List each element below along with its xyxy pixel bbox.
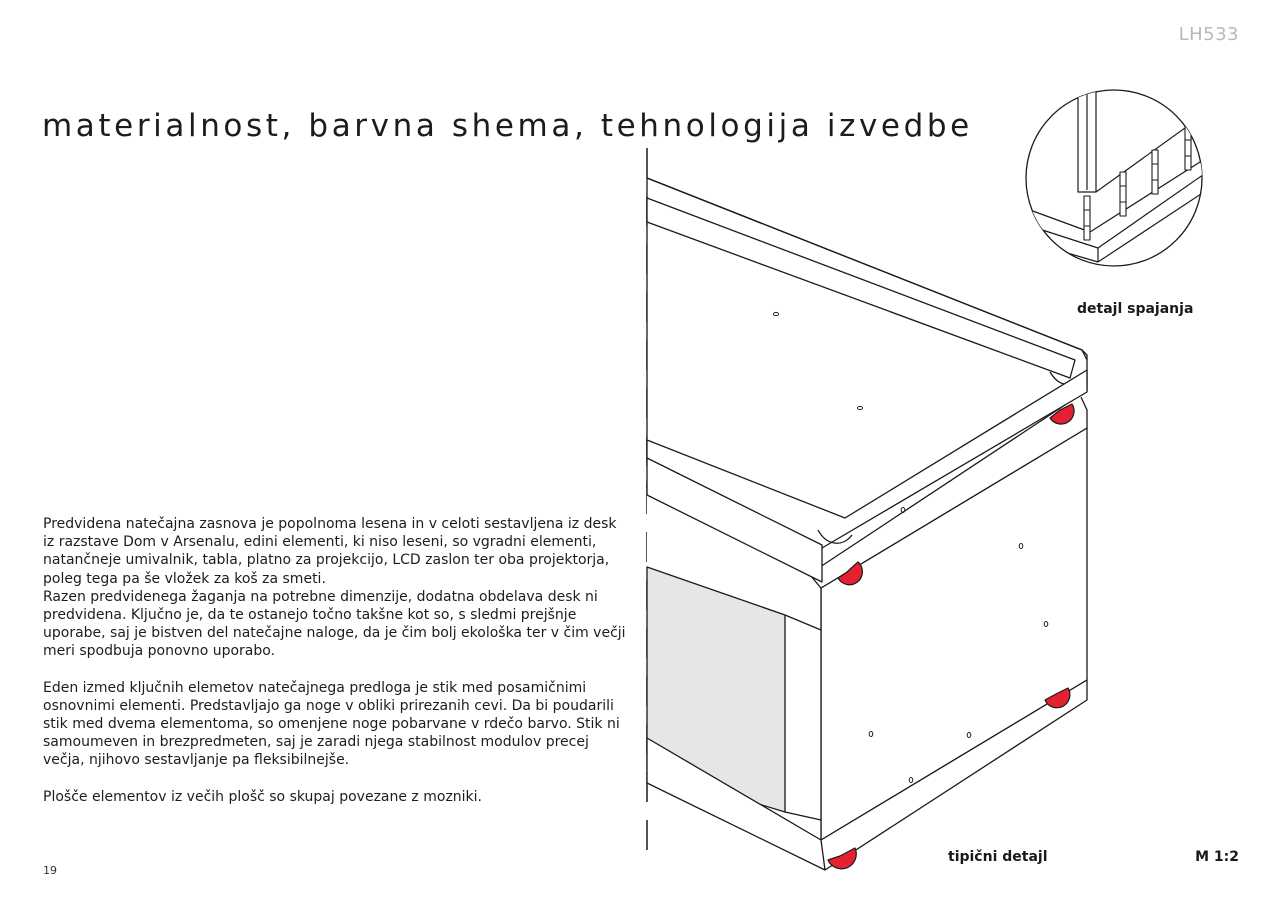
joint-detail-caption: detajl spajanja: [1077, 301, 1194, 317]
project-code: LH533: [1178, 24, 1239, 45]
page-title: materialnost, barvna shema, tehnologija izvedbe: [42, 108, 973, 144]
typical-detail-caption: tipični detajl: [948, 849, 1048, 865]
paragraph: Predvidena natečajna zasnova je popolnoma lesena in v celoti sestavljena iz desk iz razstave Dom v Arsenalu, edini elementi, ki niso leseni, so vgradni elementi, natančneje umivalnik, tabla, platno za projekcijo, LCD zaslon ter oba projektorja, poleg tega pa še vložek za koš za smeti. Razen predvidenega žaganja na potrebne dimenzije, dodatna obdelava desk ni predvidena. Ključno je, da te ostanejo točno takšne kot so, s sledmi prejšnje uporabe, saj je bistven del natečajne naloge, da je čim bolj ekološka ter v čim večji meri spodbuja ponovno uporabo.: [43, 516, 626, 660]
joint-detail-circle: [1026, 60, 1210, 266]
paragraph: Plošče elementov iz večih plošč so skupaj povezane z mozniki.: [43, 788, 482, 805]
page-number: 19: [43, 864, 57, 877]
paragraph: Eden izmed ključnih elemetov natečajnega predloga je stik med posamičnimi osnovnimi elementi. Predstavljajo ga noge v obliki prirezanih cevi. Da bi poudarili stik med dvema elementoma, so omenjene noge pobarvane v rdečo barvo. Stik ni samoumeven in brezpredmeten, saj je zaradi njega stabilnost modulov precej večja, njihovo sestavljanje pa fleksibilnejše.: [43, 679, 620, 769]
scale-label: M 1:2: [1195, 849, 1239, 865]
